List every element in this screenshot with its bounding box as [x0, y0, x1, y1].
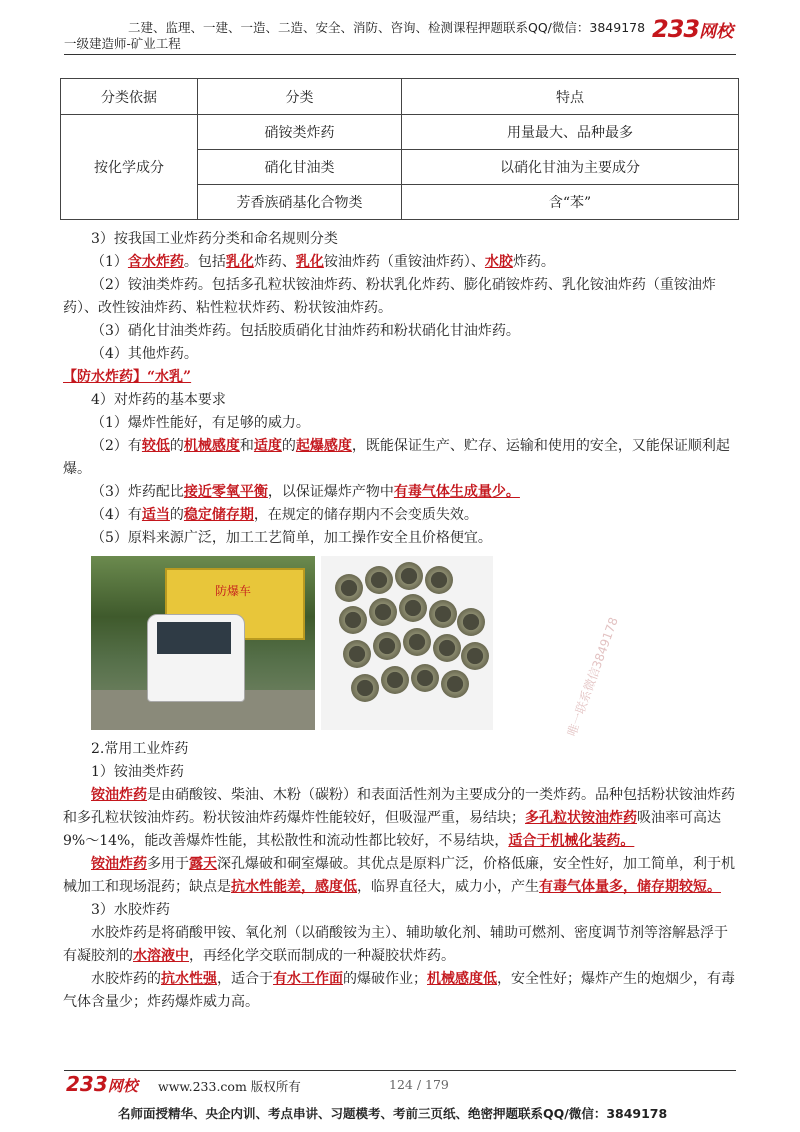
table-row [61, 115, 739, 150]
group-label-cell: 按化学成分 [61, 115, 198, 220]
paragraph [63, 922, 740, 968]
text-run: 的 [169, 438, 184, 454]
footer-logo[interactable]: 233网校 [66, 1072, 138, 1096]
table-header: 分类 [198, 79, 402, 115]
text-run: ，安全性好；爆炸产生的炮烟少，有毒气体含量少；炸药爆炸威力高。 [63, 971, 735, 1010]
footer-site[interactable]: www.233.com 版权所有 [158, 1079, 301, 1094]
highlighted-term: 稳定储存期 [183, 507, 254, 523]
highlighted-term: 有水工作面 [273, 971, 343, 987]
text-run: 是由硝酸铵、柴油、木粉（碳粉）和表面活性剂为主要成分的一类炸药。品种包括粉状铵油炸药和多孔粒状铵油炸药。粉状铵油炸药爆炸性能较好，但吸湿严重，易结块； [63, 787, 735, 826]
explosive-cartridges-photo [321, 556, 493, 730]
cartridge-tube [365, 566, 393, 594]
feature-cell: 以硝化甘油为主要成分 [402, 150, 739, 185]
photo-row [91, 556, 740, 739]
cartridge-tube [403, 628, 431, 656]
highlighted-term: 抗水性能差，感度低 [231, 879, 357, 895]
cartridge-tube [399, 594, 427, 622]
table-header: 分类依据 [61, 79, 198, 115]
cartridge-tube [369, 598, 397, 626]
table-header: 特点 [402, 79, 739, 115]
cartridge-tube [351, 674, 379, 702]
paragraph [63, 853, 740, 899]
highlighted-term: 有毒气体生成量少。 [393, 484, 520, 500]
paragraph: （2）铵油类炸药。包括多孔粒状铵油炸药、粉状乳化炸药、膨化硝铵炸药、乳化铵油炸药（重铵油炸药）、改性铵油炸药、粘性粒状炸药、粉状铵油炸药。 [63, 277, 716, 316]
truck-label: 防爆车 [215, 584, 252, 598]
paragraph [63, 784, 740, 853]
paragraph [63, 968, 740, 1014]
section-heading: 3）水胶炸药 [91, 902, 170, 918]
text-run: 的爆破作业； [343, 971, 427, 987]
cartridge-tube [343, 640, 371, 668]
table-header-row [61, 79, 739, 115]
category-cell: 芳香族硝基化合物类 [198, 185, 402, 220]
footer-rule [64, 1070, 736, 1071]
site-logo[interactable]: 233网校 [652, 15, 734, 43]
cartridge-tube [395, 562, 423, 590]
highlighted-term: 抗水性强 [161, 971, 217, 987]
text-run: 炸药、 [253, 254, 296, 270]
category-cell: 硝化甘油类 [198, 150, 402, 185]
highlighted-term: 铵油炸药 [91, 787, 147, 803]
highlighted-term: 较低 [141, 438, 170, 454]
page-number: 124 / 179 [389, 1077, 449, 1092]
text-run: 水胶炸药是将硝酸甲铵、氧化剂（以硝酸铵为主）、辅助敏化剂、辅助可燃剂、密度调节剂等溶解悬浮于有凝胶剂的 [63, 925, 728, 964]
cartridge-tube [433, 634, 461, 662]
highlighted-term: 含水炸药 [127, 254, 184, 270]
highlighted-term: 机械感度低 [427, 971, 497, 987]
main-content [63, 228, 740, 1014]
text-run: 铵油炸药（重铵油炸药）、 [323, 254, 485, 270]
text-run: ，在规定的储存期内不会变质失效。 [253, 507, 478, 523]
section-heading: 4）对炸药的基本要求 [91, 392, 226, 408]
cartridge-tube [381, 666, 409, 694]
text-run: 的 [169, 507, 184, 523]
text-run: ，既能保证生产、贮存、运输和使用的安全，又能保证顺利起爆。 [63, 438, 730, 477]
text-run: 深孔爆破和硐室爆破。其优点是原料广泛，价格低廉，安全性好，加工简单，利于机械加工和现场混药；缺点是 [63, 856, 735, 895]
classification-table [60, 78, 739, 220]
highlighted-term: 铵油炸药 [91, 856, 147, 872]
text-run: ，适合于 [217, 971, 273, 987]
cartridge-tube [411, 664, 439, 692]
cartridge-tube [457, 608, 485, 636]
section-heading: 3）按我国工业炸药分类和命名规则分类 [91, 231, 338, 247]
text-run: （4）有 [91, 507, 142, 523]
text-run: ，以保证爆炸产物中 [267, 484, 394, 500]
paragraph [63, 481, 740, 504]
highlighted-term: 有毒气体量多，储存期较短。 [539, 879, 721, 895]
cartridge-tube [339, 606, 367, 634]
text-run: 吸油率可高达9%～14%，能改善爆炸性能，其松散性和流动性都比较好，不易结块， [63, 810, 721, 849]
footer-promo: 名师面授精华、央企内训、考点串讲、习题模考、考前三页纸、绝密押题联系QQ/微信：3849178 [118, 1106, 668, 1121]
text-run: 多用于 [147, 856, 189, 872]
cartridge-tube [373, 632, 401, 660]
highlighted-term: 适当 [141, 507, 170, 523]
cartridge-tube [335, 574, 363, 602]
highlighted-term: 机械感度 [183, 438, 240, 454]
paragraph: （1）爆炸性能好，有足够的威力。 [91, 415, 310, 431]
category-cell: 硝铵类炸药 [198, 115, 402, 150]
text-run: 的 [281, 438, 296, 454]
cartridge-tube [441, 670, 469, 698]
tip-note [63, 366, 740, 389]
feature-cell: 用量最大、品种最多 [402, 115, 739, 150]
text-run: 和 [239, 438, 254, 454]
doc-title: 一级建造师-矿业工程 [64, 36, 181, 51]
highlighted-term: 多孔粒状铵油炸药 [525, 810, 637, 826]
text-run: （2）有 [91, 438, 142, 454]
highlighted-term: 接近零氧平衡 [183, 484, 268, 500]
highlighted-term: 起爆感度 [295, 438, 352, 454]
text-run: （3）炸药配比 [91, 484, 184, 500]
text-run: 水胶炸药的 [91, 971, 161, 987]
highlighted-term: 水胶 [484, 254, 513, 270]
highlighted-term: 乳化 [225, 254, 254, 270]
truck-window [157, 622, 231, 654]
text-run: ，临界直径大，威力小，产生 [357, 879, 539, 895]
paragraph [63, 435, 740, 481]
paragraph: （3）硝化甘油类炸药。包括胶质硝化甘油炸药和粉状硝化甘油炸药。 [91, 323, 520, 339]
section-heading: 2.常用工业炸药 [91, 741, 189, 757]
highlighted-term: 水溶液中 [133, 948, 189, 964]
explosives-truck-photo [91, 556, 315, 730]
highlighted-term: 【防水炸药】“水乳” [63, 369, 192, 385]
header-promo: 二建、监理、一建、一造、二造、安全、消防、咨询、检测课程押题联系QQ/微信：3849178 [128, 20, 646, 35]
header-rule [64, 54, 736, 55]
paragraph: （5）原料来源广泛，加工工艺简单，加工操作安全且价格便宜。 [91, 530, 492, 546]
text-run: （1） [91, 254, 128, 270]
highlighted-term: 适度 [253, 438, 282, 454]
cartridge-tube [461, 642, 489, 670]
text-run: 。包括 [183, 254, 226, 270]
watermark: 唯一联系微信3849178 [564, 615, 621, 739]
paragraph [63, 504, 740, 527]
highlighted-term: 露天 [189, 856, 217, 872]
paragraph [63, 251, 740, 274]
cartridge-tube [425, 566, 453, 594]
cartridge-tube [429, 600, 457, 628]
text-run: 炸药。 [512, 254, 555, 270]
text-run: ，再经化学交联而制成的一种凝胶状炸药。 [189, 948, 455, 964]
highlighted-term: 乳化 [295, 254, 324, 270]
section-heading: 1）铵油类炸药 [91, 764, 184, 780]
feature-cell: 含“苯” [402, 185, 739, 220]
paragraph: （4）其他炸药。 [91, 346, 198, 362]
highlighted-term: 适合于机械化装药。 [508, 833, 635, 849]
